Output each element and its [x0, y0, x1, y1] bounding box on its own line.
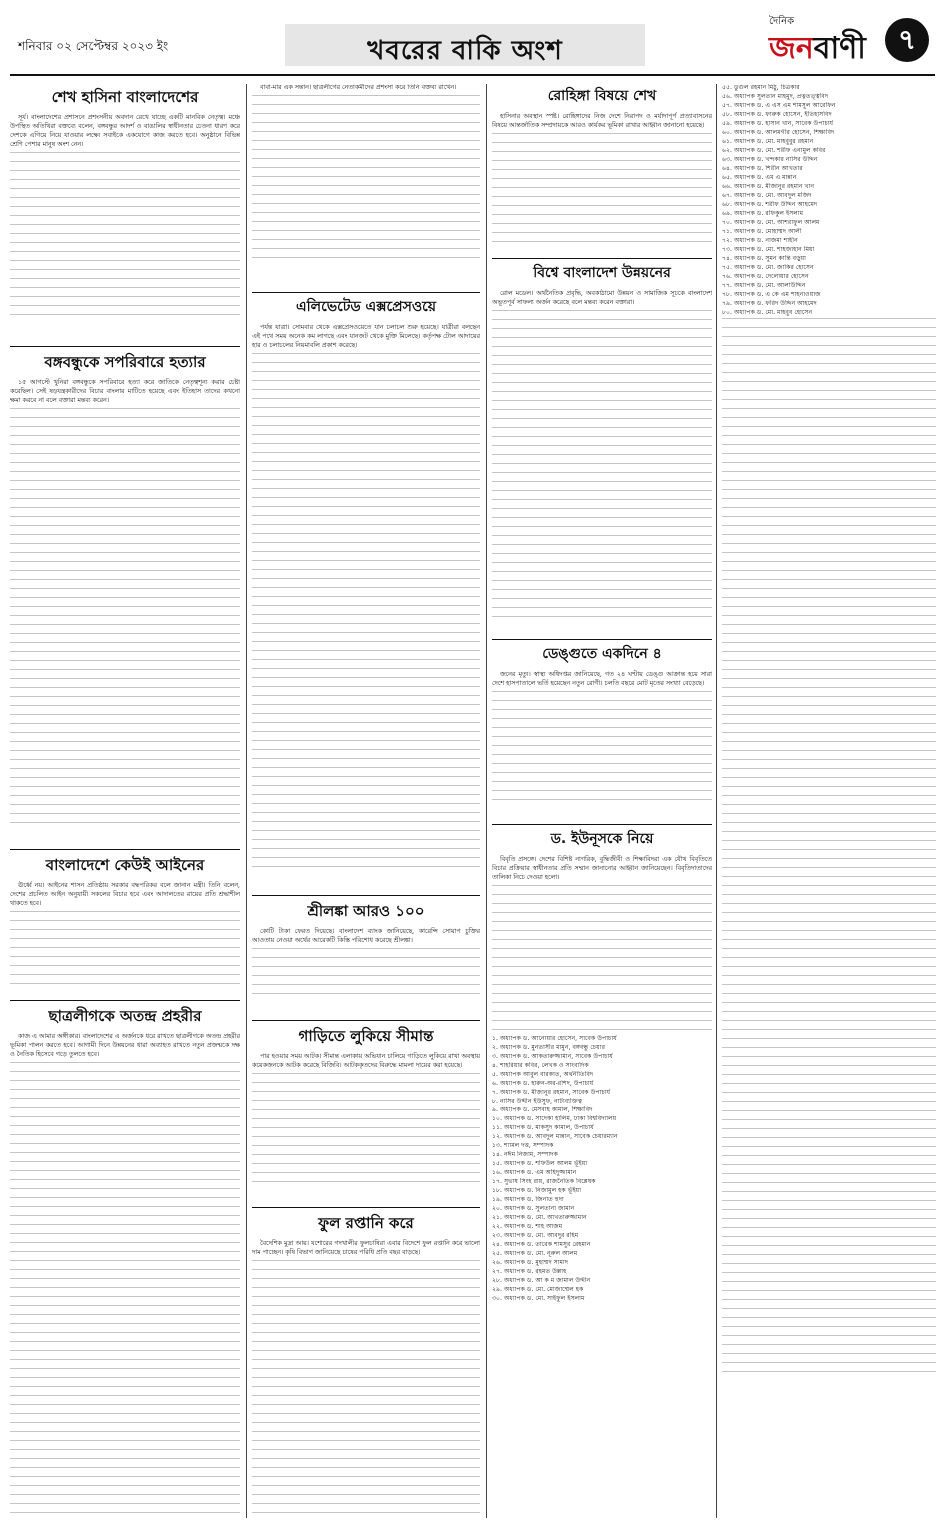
text-block: [492, 310, 712, 620]
section-title-box: [285, 24, 645, 66]
signatory-item: ৭২. অধ্যাপক ড. নাজমা শাহীন: [722, 236, 798, 244]
column-4: [722, 84, 936, 1518]
signatory-item: ৭৪. অধ্যাপক ড. সুমন কান্তি বড়ুয়া: [722, 254, 806, 262]
signatory-item: ২১. অধ্যাপক ড. মো. আখতারুজ্জামান: [492, 1214, 587, 1222]
page-number: ৭: [885, 18, 929, 62]
newspaper-logo: [769, 14, 929, 70]
signatory-item: ২. অধ্যাপক ড. মুনতাসীর মামুন, বঙ্গবন্ধু চেয়ার: [492, 1043, 605, 1051]
signatory-item: ১৫. অধ্যাপক ড. শফিউল আলম ভূঁইয়া: [492, 1160, 588, 1168]
divider: [10, 849, 240, 850]
article: [10, 1007, 240, 1518]
divider: [252, 292, 480, 293]
divider: [252, 1207, 480, 1208]
article-headline: শ্রীলঙ্কা আরও ১০০: [307, 902, 425, 920]
signatory-item: ৭৬. অধ্যাপক ড. দেলোয়ার হোসেন: [722, 272, 809, 280]
article-body: বাবা-মার এক সন্তান। ছাত্রলীগের নেতাকর্মীদের প্রশংসা করে তিনি বক্তব্য রাখেন।: [260, 84, 457, 91]
article-headline: ড. ইউনূসকে নিয়ে: [550, 831, 654, 847]
article: [10, 88, 240, 336]
signatory-item: ৬২. অধ্যাপক ড. মো. শরীফ এনামুল কবির: [722, 146, 826, 154]
signatory-item: ৫৫. ডুগুল রহমান মিঠু, চিত্রকার: [722, 84, 800, 91]
article-body: হাসিনার অবস্থান স্পষ্ট। রোহিঙ্গাদের নিজ দেশে নিরাপদ ও মর্যাদাপূর্ণ প্রত্যাবাসনের বিষয়ে আন্তর্জাতিক সম্প্রদায়কে আরও কার্যকর ভূমিকা রাখার আহ্বান জানানো হয়েছে।: [492, 112, 712, 129]
signatory-item: ৫. অধ্যাপক আবুল বারকাত, অর্থনীতিবিদ: [492, 1070, 594, 1078]
masthead: [10, 8, 935, 76]
signatory-item: ৬৯. অধ্যাপক ড. রফিকুল ইসলাম: [722, 209, 804, 217]
text-block: [252, 1260, 480, 1518]
signatory-item: ১৯. অধ্যাপক ড. জিনাত হুদা: [492, 1196, 564, 1204]
divider: [492, 258, 712, 259]
signatory-item: ৫৮. অধ্যাপক ড. ফারুক হোসেন, ইতিহাসবিদ: [722, 110, 832, 118]
signatory-item: ১১. অধ্যাপক ড. মাকসুদ কামাল, উপাচার্য: [492, 1124, 594, 1132]
article-headline: গাড়িতে লুকিয়ে সীমান্ত: [298, 1027, 434, 1045]
article: [492, 646, 712, 814]
article: [252, 1214, 480, 1518]
signatory-item: ৬১. অধ্যাপক ড. মো. মাহবুবুর রহমান: [722, 137, 814, 145]
column-divider: [716, 84, 717, 1518]
signatory-item: ৬৫. অধ্যাপক ড. এম এ মান্নান: [722, 173, 797, 181]
signatory-item: ৯. অধ্যাপক ড. মেসবাহ কামাল, শিক্ষাবিদ: [492, 1106, 593, 1114]
divider: [492, 639, 712, 640]
column-2: [252, 84, 480, 1518]
signatory-item: ২৮. অধ্যাপক ড. আ ক ম জামাল উদ্দীন: [492, 1277, 591, 1285]
text-block: [10, 152, 240, 322]
signatory-item: ৭৫. অধ্যাপক ড. মো. জাকির হোসেন: [722, 263, 814, 271]
article-body: জনের মৃত্যু। স্বাস্থ্য অধিদপ্তর জানিয়েছে, গত ২৪ ঘণ্টায় ডেঙ্গু আক্রান্ত হয়ে সারা দেশে হাসপাতালে ভর্তি হয়েছেন নতুন রোগী। চলতি বছরে মোট মৃতের সংখ্যা বেড়েছে।: [492, 670, 712, 687]
article-body: পার হওয়ার সময় আটক। সীমান্ত এলাকায় অভিযান চালিয়ে গাড়িতে লুকিয়ে রাখা অবস্থায় কয়েকজনকে আটক করেছে বিজিবি। আটককৃতদের বিরুদ্ধে মামলা দায়ের করা হয়েছে।: [252, 1053, 480, 1069]
signatory-item: ৩. অধ্যাপক ড. আকতারুজ্জামান, সাবেক উপাচার্য: [492, 1052, 613, 1060]
issue-date: শনিবার ০২ সেপ্টেম্বর ২০২৩ ইং: [18, 39, 169, 53]
article: [252, 84, 480, 282]
signatory-item: ৭৭. অধ্যাপক ড. মো. আলাউদ্দিন: [722, 281, 806, 289]
article: [492, 88, 712, 248]
text-block: [10, 408, 240, 828]
signatory-item: ৬৮. অধ্যাপক ড. শরীফ উদ্দিন আহমেদ: [722, 200, 818, 208]
signatory-item: ২০. অধ্যাপক ড. সুলতানা জামান: [492, 1205, 575, 1213]
logo-brand-red: জন: [769, 31, 814, 66]
article-headline: ছাত্রলীগকে অতন্দ্র প্রহরীর: [48, 1007, 202, 1025]
article: [492, 831, 712, 1304]
article-body: ১৫ আগস্টে খুনিরা বঙ্গবন্ধুকে সপরিবারে হত্যা করে জাতিকে নেতৃত্বশূন্য করার চেষ্টা করেছিল। সেই ষড়যন্ত্রকারীদের বিচার বাংলার মাটিতে হয়েছে এবং ইতিহাস তাদের কখনো ক্ষমা করবে না বলে বক্তারা মন্তব্য করেন।: [10, 379, 240, 404]
signatory-item: ২৪. অধ্যাপক ড. তারেক শামসুর রেহমান: [492, 1241, 591, 1249]
signatory-item: ২৭. অধ্যাপক ড. রহমত উল্লাহ: [492, 1268, 567, 1276]
article-body: বিবৃতি প্রসঙ্গে। দেশের বিশিষ্ট নাগরিক, বুদ্ধিজীবী ও শিক্ষাবিদরা এক যৌথ বিবৃতিতে বিচার প্রক্রিয়ার স্বাধীনতার প্রতি সম্মান জানানোর আহ্বান জানিয়েছেন। বিবৃতিদাতাদের তালিকা নিচে দেওয়া হলো।: [492, 855, 712, 881]
text-block: [252, 95, 480, 265]
signatory-item: ১৮. অধ্যাপক ড. নিজামুল হক ভূঁইয়া: [492, 1187, 581, 1195]
text-block: [10, 1062, 240, 1518]
signatory-item: ৬৩. অধ্যাপক ড. খন্দকার নাসির উদ্দিন: [722, 155, 818, 163]
article: [10, 856, 240, 990]
article-headline: রোহিঙ্গা বিষয়ে শেখ: [547, 88, 657, 104]
article: [10, 353, 240, 839]
article-headline: ফুল রপ্তানি করে: [318, 1214, 414, 1232]
signatory-item: ৮০. অধ্যাপক ড. মো. মাহবুব হোসেন: [722, 308, 813, 316]
signatory-item: ৬৪. অধ্যাপক ড. শিরীন আখতার: [722, 164, 803, 172]
text-block: [252, 1073, 480, 1183]
article-body: রোল মডেল। অর্থনৈতিক প্রবৃদ্ধি, অবকাঠামো উন্নয়ন ও সামাজিক সূচকে বাংলাদেশ অভূতপূর্ব সাফল্য অর্জন করেছে বলে মন্তব্য করেন বক্তারা।: [492, 289, 712, 306]
signatory-item: ৩০. অধ্যাপক ড. মো. সাইফুল ইসলাম: [492, 1295, 585, 1303]
divider: [10, 346, 240, 347]
signatory-item: ৫৭. অধ্যাপক ড. এ এস এম শামসুল আরেফিন: [722, 101, 836, 109]
signatory-item: ৬৬. অধ্যাপক ড. মীজানুর রহমান খান: [722, 182, 815, 190]
signatory-list: [492, 1035, 712, 1305]
signatory-item: ২২. অধ্যাপক ড. শাহ আজম: [492, 1223, 563, 1231]
signatory-item: ২৯. অধ্যাপক ড. মো. মোজাম্মেল হক: [492, 1286, 584, 1294]
divider: [10, 1000, 240, 1001]
signatory-item: ৫৯. অধ্যাপক ড. হাসান খান, সাবেক উপাচার্য: [722, 119, 834, 127]
signatory-item: ১৭. সুভাষ সিংহ রায়, রাজনৈতিক বিশ্লেষক: [492, 1178, 596, 1186]
text-block: [252, 353, 480, 873]
signatory-item: ১. অধ্যাপক ড. আনোয়ার হোসেন, সাবেক উপাচার্য: [492, 1034, 617, 1042]
signatory-item: ৭০. অধ্যাপক ড. মো. আশরাফুল আলম: [722, 218, 820, 226]
signatory-item: ৭১. অধ্যাপক ড. মোহাম্মদ আলী: [722, 227, 802, 235]
signatory-item: ৮. নাসির উদ্দীন ইউসুফ, নাট্যব্যক্তিত্ব: [492, 1097, 583, 1105]
article-headline: শেখ হাসিনা বাংলাদেশের: [51, 88, 199, 106]
signatory-item: ৭৮. অধ্যাপক ড. এ কে এম শাহনাওয়াজ: [722, 290, 821, 298]
text-block: [722, 318, 936, 1378]
article-body: সূর্য। বাংলাদেশের প্রশাসনে প্রশংসনীয় অবদান রেখে যাচ্ছে একটি মানবিক নেতৃত্ব। মঞ্চে উপস্থিত অতিথিরা বক্তব্যে বলেন, বঙ্গবন্ধুর আদর্শ ও বাঙালির স্বাধীনতার চেতনা ধারণ করে দেশকে এগিয়ে নিয়ে যাওয়ার লক্ষ্যে সবাইকে একযোগে কাজ করতে হবে। অনুষ্ঠানে বিভিন্ন শ্রেণি পেশার মানুষ অংশ নেন।: [10, 114, 240, 148]
column-3: [492, 84, 712, 1518]
signatory-item: ৫৬. অধ্যাপক সুলতান মাহমুদ, প্রত্নতত্ত্ববিদ: [722, 92, 829, 100]
signatory-item: ৬৭. অধ্যাপক ড. মো. আবদুল মজিদ: [722, 191, 812, 199]
logo-brand: [769, 24, 866, 75]
text-block: [252, 948, 480, 998]
signatory-item: ৪. শাহরিয়ার কবির, লেখক ও সাংবাদিক: [492, 1061, 589, 1069]
article-headline: বাংলাদেশে কেউই আইনের: [45, 856, 205, 874]
signatory-item: ১৩. শ্যামল দত্ত, সম্পাদক: [492, 1142, 554, 1150]
logo-daily: দৈনিক: [769, 16, 795, 27]
text-block: [492, 691, 712, 801]
article-body: পর্যন্ত যাত্রা। সোমবার থেকে এক্সপ্রেসওয়েতে যান চলাচল শুরু হয়েছে। যাত্রীরা বলছেন এই পথে সময় অনেক কম লাগছে এবং যানজট থেকে মুক্তি মিলেছে। কর্তৃপক্ষ টোল আদায়ের হার ও চলাচলের নিয়মাবলি প্রকাশ করেছে।: [252, 323, 480, 349]
divider: [252, 895, 480, 896]
article-body: ঊর্ধ্বে নয়। আইনের শাসন প্রতিষ্ঠায় সরকার বদ্ধপরিকর বলে জানান মন্ত্রী। তিনি বলেন, দেশের প্রচলিত আইন অনুযায়ী সকলের বিচার হবে এবং আদালতের রায়ের প্রতি শ্রদ্ধাশীল থাকতে হবে।: [10, 882, 240, 907]
article-body: কাজ এ আমার অঙ্গীকার। বাংলাদেশের এ অর্জনকে ধরে রাখতে ছাত্রলীগকে অতন্দ্র প্রহরীর ভূমিকা পালন করতে হবে। আগামী দিনে উন্নয়নের ধারা অব্যাহত রাখতে নতুন প্রজন্মকে দক্ষ ও নৈতিক হিসেবে গড়ে তুলতে হবে।: [10, 1033, 240, 1058]
signatory-item: ৭৩. অধ্যাপক ড. মো. শাহজাহান মিয়া: [722, 245, 815, 253]
signatory-item: ২৩. অধ্যাপক ড. মো. আবদুর রহিম: [492, 1232, 579, 1240]
signatory-item: ১০. অধ্যাপক ড. সাদেকা হালিম, ঢাকা বিশ্ববিদ্যালয়: [492, 1115, 617, 1123]
column-divider: [246, 84, 247, 1518]
logo-brand-black: বাণী: [813, 31, 866, 66]
signatory-list: [722, 84, 936, 318]
divider: [252, 1020, 480, 1021]
signatory-item: ৬০. অধ্যাপক ড. আলমগীর হোসেন, শিক্ষাবিদ: [722, 128, 835, 136]
article-headline: বঙ্গবন্ধুকে সপরিবারে হত্যার: [44, 353, 206, 371]
text-block: [492, 885, 712, 1035]
signatory-item: ৭৯. অধ্যাপক ড. ফরিদ উদ্দিন আহমেদ: [722, 299, 817, 307]
article: [492, 265, 712, 629]
article: [252, 1027, 480, 1197]
signatory-item: ২৫. অধ্যাপক ড. মো. নূরুল আলম: [492, 1250, 578, 1258]
column-divider: [486, 84, 487, 1518]
article-headline: ডেঙ্গুতে একদিনে ৪: [542, 646, 662, 662]
column-1: [10, 84, 240, 1518]
signatory-item: ২৬. অধ্যাপক ড. মুহাম্মদ সামাদ: [492, 1259, 569, 1267]
article: [252, 902, 480, 1010]
signatory-item: ৬. অধ্যাপক ড. হারুন-অর-রশিদ, উপাচার্য: [492, 1079, 594, 1087]
article: [252, 299, 480, 885]
text-block: [10, 911, 240, 991]
section-title: খবরের বাকি অংশ: [367, 36, 563, 66]
signatory-item: ১৬. অধ্যাপক ড. এম অহিদুজ্জামান: [492, 1169, 577, 1177]
article-headline: এলিভেটেড এক্সপ্রেসওয়ে: [295, 299, 436, 315]
article-headline: বিশ্বে বাংলাদেশ উন্নয়নের: [533, 265, 671, 281]
article-body: বৈদেশিক মুদ্রা আয়। যশোরের গদখালীর ফুলচাষিরা এবার বিদেশে ফুল রপ্তানি করে ভালো দাম পাচ্ছেন। কৃষি বিভাগ জানিয়েছে চাষের পরিধি প্রতি বছর বাড়ছে।: [252, 1240, 480, 1256]
divider: [492, 824, 712, 825]
article-body: কোটি টাকা ফেরত দিয়েছে। বাংলাদেশ ব্যাংক জানিয়েছে, কারেন্সি সোয়াপ চুক্তির আওতায় নেওয়া অর্থের আরেকটি কিস্তি পরিশোধ করেছে শ্রীলঙ্কা।: [252, 928, 480, 944]
signatory-item: ৭. অধ্যাপক ড. মীজানুর রহমান, সাবেক উপাচার্য: [492, 1088, 611, 1096]
signatory-item: ১৪. নঈম নিজাম, সম্পাদক: [492, 1151, 558, 1159]
text-block: [492, 133, 712, 243]
signatory-item: ১২. অধ্যাপক ড. আবদুল মান্নান, সাবেক চেয়ারম্যান: [492, 1133, 618, 1141]
